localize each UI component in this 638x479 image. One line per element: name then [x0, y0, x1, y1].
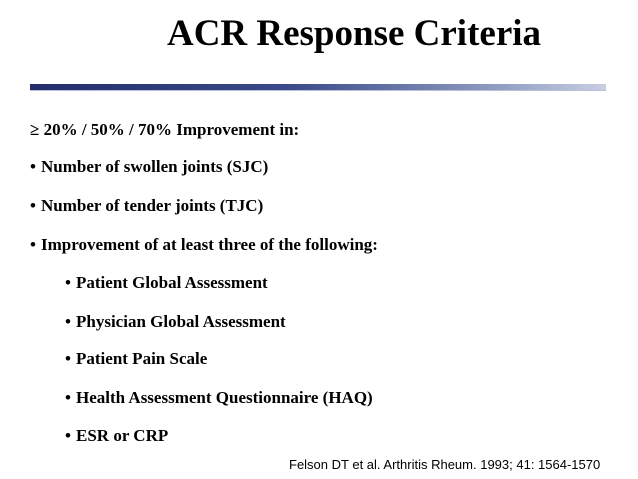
sub-item-label: ESR or CRP: [76, 426, 169, 445]
sub-item-label: Patient Pain Scale: [76, 349, 208, 368]
improvement-threshold-text: ≥ 20% / 50% / 70% Improvement in:: [30, 120, 300, 139]
list-item-tender-joints: [30, 196, 263, 216]
sub-item-pain-scale: [65, 349, 207, 369]
bullet-icon: •: [30, 157, 36, 176]
sub-item-esr-crp: [65, 426, 168, 446]
sub-item-label: Health Assessment Questionnaire (HAQ): [76, 388, 373, 407]
bullet-icon: •: [65, 388, 71, 407]
list-item-three-of-following: [30, 235, 378, 255]
sub-item-label: Patient Global Assessment: [76, 273, 268, 292]
slide-title: ACR Response Criteria: [166, 13, 542, 54]
sub-item-patient-global: [65, 273, 268, 293]
bullet-icon: •: [30, 196, 36, 215]
bullet-icon: •: [65, 426, 71, 445]
list-item-swollen-joints: [30, 157, 268, 177]
bullet-icon: •: [65, 312, 71, 331]
list-item-label: Improvement of at least three of the following:: [41, 235, 378, 254]
bullet-icon: •: [30, 235, 36, 254]
bullet-icon: •: [65, 349, 71, 368]
sub-item-label: Physician Global Assessment: [76, 312, 286, 331]
improvement-threshold-line: [30, 120, 299, 140]
citation: Felson DT et al. Arthritis Rheum. 1993; 41: 1564-1570: [289, 457, 601, 472]
title-underline-rule: [30, 84, 606, 91]
sub-item-physician-global: [65, 312, 286, 332]
bullet-icon: •: [65, 273, 71, 292]
list-item-label: Number of swollen joints (SJC): [41, 157, 269, 176]
list-item-label: Number of tender joints (TJC): [41, 196, 264, 215]
sub-item-haq: [65, 388, 373, 408]
